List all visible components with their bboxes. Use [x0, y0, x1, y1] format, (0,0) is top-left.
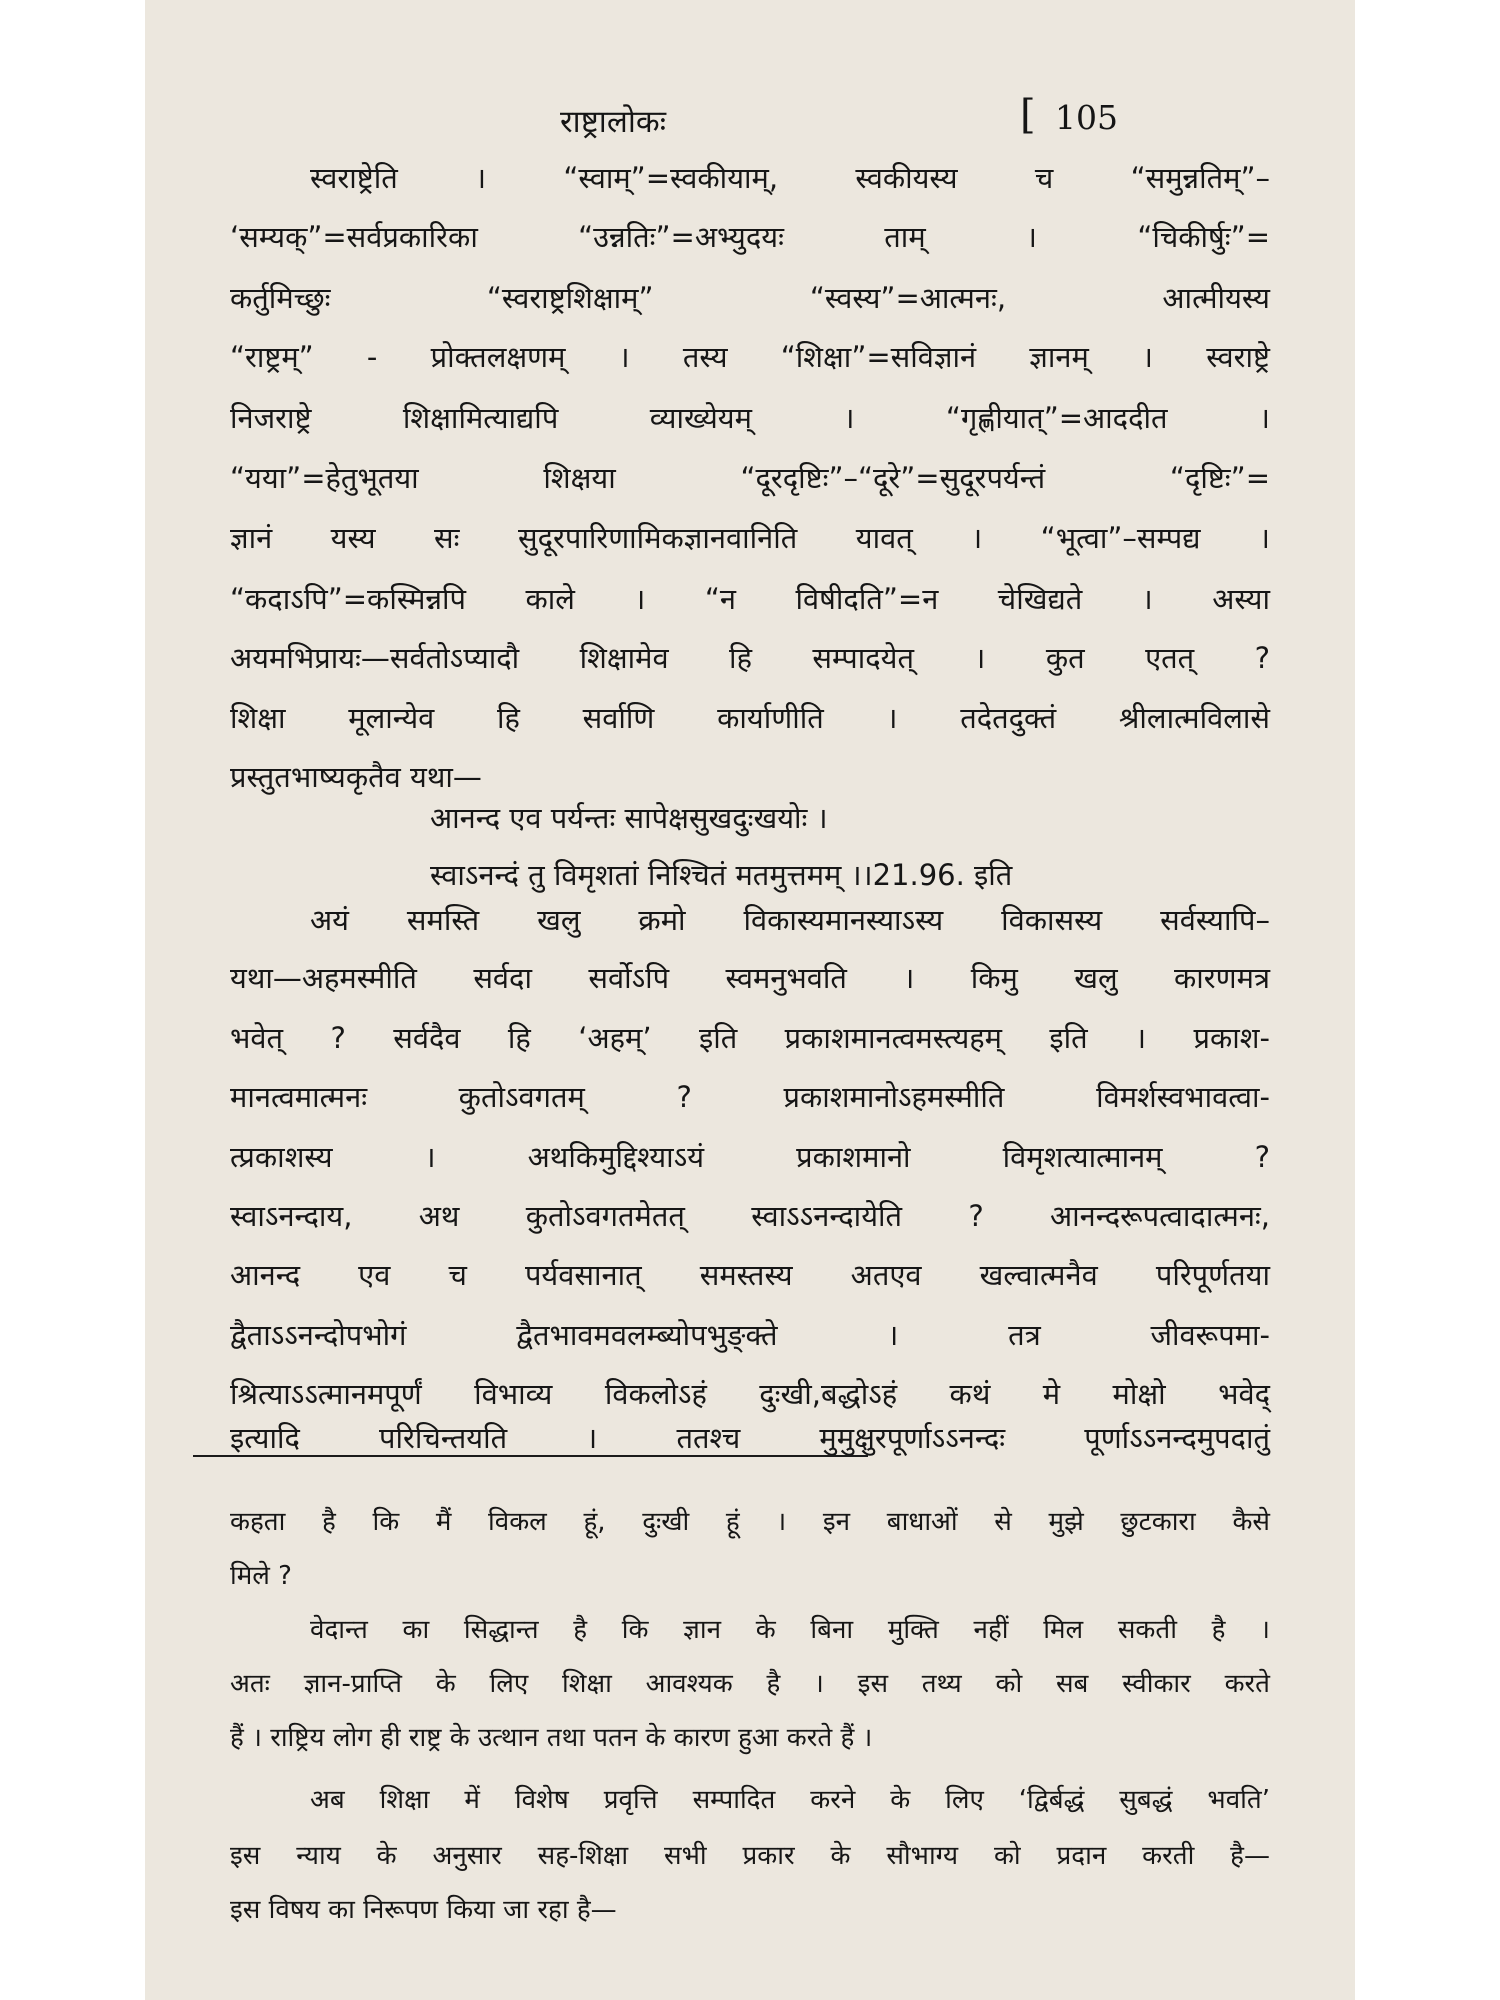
footnote-line-4: अतः ज्ञान-प्राप्ति के लिए शिक्षा आवश्यक है । इस तथ्य को सब स्वीकार करते [230, 1669, 1270, 1699]
body-line-1: स्वराष्ट्रेति । “स्वाम्”=स्वकीयाम्, स्वकीयस्य च “समुन्नतिम्”– [310, 161, 1270, 195]
body-line-15: मानत्वमात्मनः कुतोऽवगतम् ? प्रकाशमानोऽहमस्मीति विमर्शस्वभावत्वा- [230, 1080, 1270, 1114]
body-line-18: आनन्द एव च पर्यवसानात् समस्तस्य अतएव खल्वात्मनैव परिपूर्णतया [230, 1258, 1270, 1292]
body-line-17: स्वाऽनन्दाय, अथ कुतोऽवगतमेतत् स्वाऽऽनन्दायेति ? आनन्दरूपत्वादात्मनः, [230, 1199, 1270, 1233]
body-line-9: अयमभिप्रायः—सर्वतोऽप्यादौ शिक्षामेव हि सम्पादयेत् । कुत एतत् ? [230, 641, 1270, 675]
body-line-19: द्वैताऽऽनन्दोपभोगं द्वैतभावमवलम्ब्योपभुङ्क्ते । तत्र जीवरूपमा- [230, 1318, 1270, 1352]
footnote-line-3: वेदान्त का सिद्धान्त है कि ज्ञान के बिना मुक्ति नहीं मिल सकती है । [310, 1615, 1270, 1645]
body-line-10: शिक्षा मूलान्येव हि सर्वाणि कार्याणीति । तदेतदुक्तं श्रीलात्मविलासे [230, 701, 1270, 735]
page-number: 105 [1055, 98, 1118, 137]
body-line-7: ज्ञानं यस्य सः सुदूरपारिणामिकज्ञानवानिति यावत् । “भूत्वा”–सम्पद्य । [230, 521, 1270, 555]
body-line-13: यथा—अहमस्मीति सर्वदा सर्वोऽपि स्वमनुभवति । किमु खलु कारणमत्र [230, 961, 1270, 995]
verse-line-1: आनन्द एव पर्यन्तः सापेक्षसुखदुःखयोः । [430, 801, 828, 835]
body-line-8: “कदाऽपि”=कस्मिन्नपि काले । “न विषीदति”=न चेखिद्यते । अस्या [230, 582, 1270, 616]
running-header-title: राष्ट्रालोकः [560, 104, 666, 140]
footnote-line-8: इस विषय का निरूपण किया जा रहा है— [230, 1895, 617, 1925]
verse-line-2: स्वाऽनन्दं तु विमृशतां निश्चितं मतमुत्तमम् ।।21.96. इति [430, 858, 1013, 892]
footnote-line-1: कहता है कि मैं विकल हूं, दुःखी हूं । इन बाधाओं से मुझे छुटकारा कैसे [230, 1507, 1270, 1537]
body-line-5: निजराष्ट्रे शिक्षामित्याद्यपि व्याख्येयम् । “गृह्णीयात्”=आददीत । [230, 401, 1270, 435]
footnote-line-7: इस न्याय के अनुसार सह-शिक्षा सभी प्रकार के सौभाग्य को प्रदान करती है— [230, 1841, 1270, 1871]
body-line-4: “राष्ट्रम्” - प्रोक्तलक्षणम् । तस्य “शिक्षा”=सविज्ञानं ज्ञानम् । स्वराष्ट्रे [230, 340, 1270, 374]
body-line-20: श्रित्याऽऽत्मानमपूर्णं विभाव्य विकलोऽहं दुःखी,बद्धोऽहं कथं मे मोक्षो भवेद् [230, 1377, 1270, 1411]
footnote-separator [193, 1455, 868, 1457]
footnote-line-5: हैं । राष्ट्रिय लोग ही राष्ट्र के उत्थान तथा पतन के कारण हुआ करते हैं । [230, 1723, 873, 1753]
body-line-2: ‘सम्यक्”=सर्वप्रकारिका “उन्नतिः”=अभ्युदयः ताम् । “चिकीर्षुः”= [230, 220, 1270, 254]
body-line-16: त्प्रकाशस्य । अथकिमुद्दिश्याऽयं प्रकाशमानो विमृशत्यात्मानम् ? [230, 1140, 1270, 1174]
footnote-line-6: अब शिक्षा में विशेष प्रवृत्ति सम्पादित करने के लिए ‘द्विर्बद्धं सुबद्धं भवति’ [310, 1785, 1270, 1815]
body-line-12: अयं समस्ति खलु क्रमो विकास्यमानस्याऽस्य विकासस्य सर्वस्यापि– [310, 903, 1270, 937]
body-line-3: कर्तुमिच्छुः “स्वराष्ट्रशिक्षाम्” “स्वस्य”=आत्मनः, आत्मीयस्य [230, 281, 1270, 315]
body-line-14: भवेत् ? सर्वदैव हि ‘अहम्’ इति प्रकाशमानत्वमस्त्यहम् इति । प्रकाश- [230, 1021, 1270, 1055]
body-line-6: “यया”=हेतुभूतया शिक्षया “दूरदृष्टिः”–“दूरे”=सुदूरपर्यन्तं “दृष्टिः”= [230, 461, 1270, 495]
body-line-21: इत्यादि परिचिन्तयति । ततश्च मुमुक्षुरपूर्णाऽऽनन्दः पूर्णाऽऽनन्दमुपदातुं [230, 1421, 1270, 1455]
running-header-bracket: [ [1020, 92, 1036, 138]
footnote-line-2: मिले ? [230, 1561, 292, 1591]
body-line-11: प्रस्तुतभाष्यकृतैव यथा— [230, 760, 482, 794]
